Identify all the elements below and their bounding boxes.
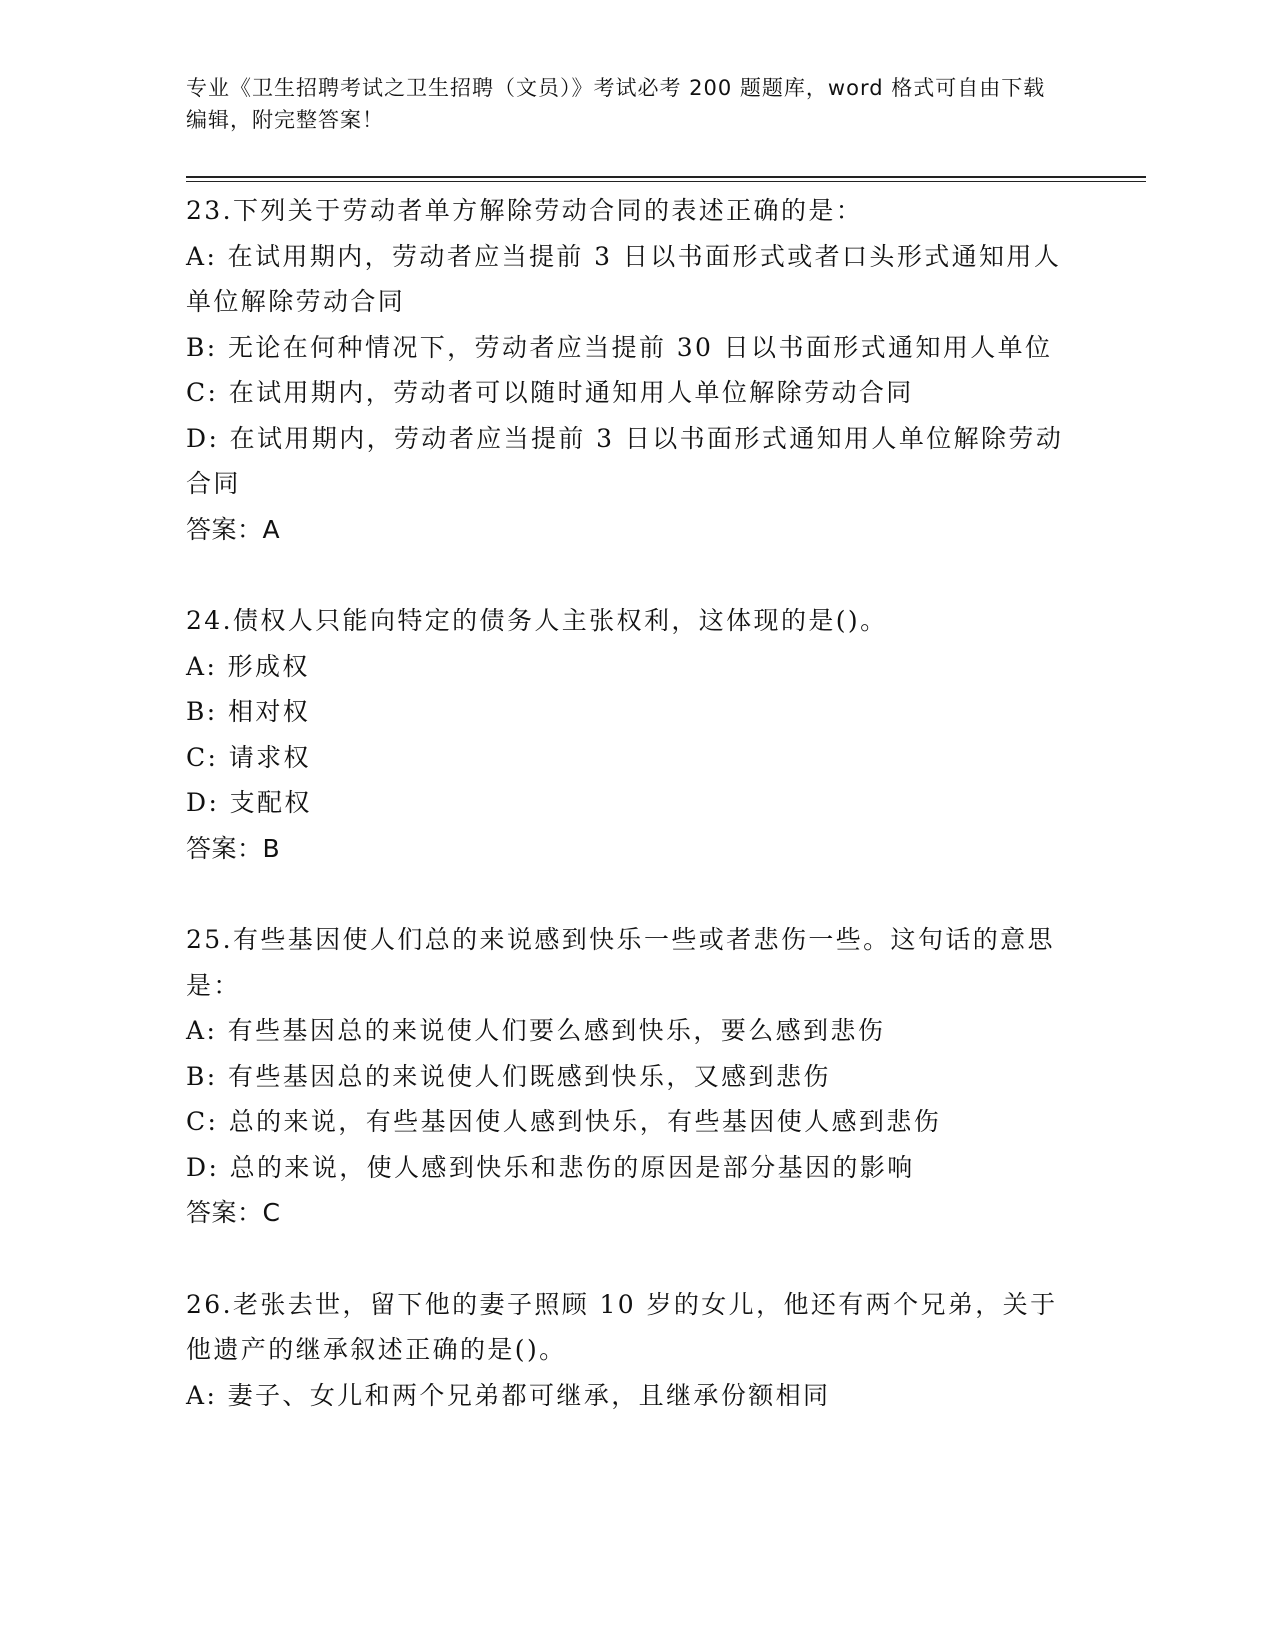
question-stem: 25.有些基因使人们总的来说感到快乐一些或者悲伤一些。这句话的意思是：	[186, 925, 1055, 1000]
question-list	[186, 188, 1066, 1464]
option-a: A: 妻子、女儿和两个兄弟都可继承，且继承份额相同	[186, 1380, 831, 1410]
question-stem: 23.下列关于劳动者单方解除劳动合同的表述正确的是：	[186, 196, 864, 225]
option-b: B: 无论在何种情况下，劳动者应当提前 30 日以书面形式通知用人单位	[186, 332, 1053, 362]
option-d: D: 总的来说，使人感到快乐和悲伤的原因是部分基因的影响	[186, 1152, 915, 1182]
question-stem: 24.债权人只能向特定的债务人主张权利，这体现的是()。	[186, 606, 888, 635]
option-a: A: 形成权	[186, 651, 310, 681]
answer-label: 答案：A	[186, 514, 281, 544]
document-header: 专业《卫生招聘考试之卫生招聘（文员）》考试必考 200 题题库，word 格式可自由下载编辑，附完整答案！	[186, 76, 1046, 132]
option-b: B: 有些基因总的来说使人们既感到快乐，又感到悲伤	[186, 1061, 831, 1091]
option-c: C: 在试用期内，劳动者可以随时通知用人单位解除劳动合同	[186, 378, 914, 407]
question-stem: 26.老张去世，留下他的妻子照顾 10 岁的女儿，他还有两个兄弟，关于他遗产的继承叙述正确的是()。	[186, 1289, 1058, 1364]
question-25	[186, 917, 1066, 1236]
option-b: B: 相对权	[186, 697, 311, 726]
option-c: C: 请求权	[186, 742, 311, 772]
option-c: C: 总的来说，有些基因使人感到快乐，有些基因使人感到悲伤	[186, 1107, 942, 1136]
answer-label: 答案：C	[186, 1198, 281, 1227]
option-d: D: 在试用期内，劳动者应当提前 3 日以书面形式通知用人单位解除劳动合同	[186, 423, 1064, 498]
option-a: A: 在试用期内，劳动者应当提前 3 日以书面形式或者口头形式通知用人单位解除劳动合同	[186, 241, 1062, 316]
option-a: A: 有些基因总的来说使人们要么感到快乐，要么感到悲伤	[186, 1016, 886, 1045]
header-divider-thick	[186, 176, 1146, 178]
question-26	[186, 1282, 1066, 1419]
option-d: D: 支配权	[186, 788, 312, 817]
answer-label: 答案：B	[186, 833, 281, 863]
header-divider-thin	[186, 181, 1146, 182]
question-23	[186, 188, 1066, 552]
question-24	[186, 598, 1066, 871]
